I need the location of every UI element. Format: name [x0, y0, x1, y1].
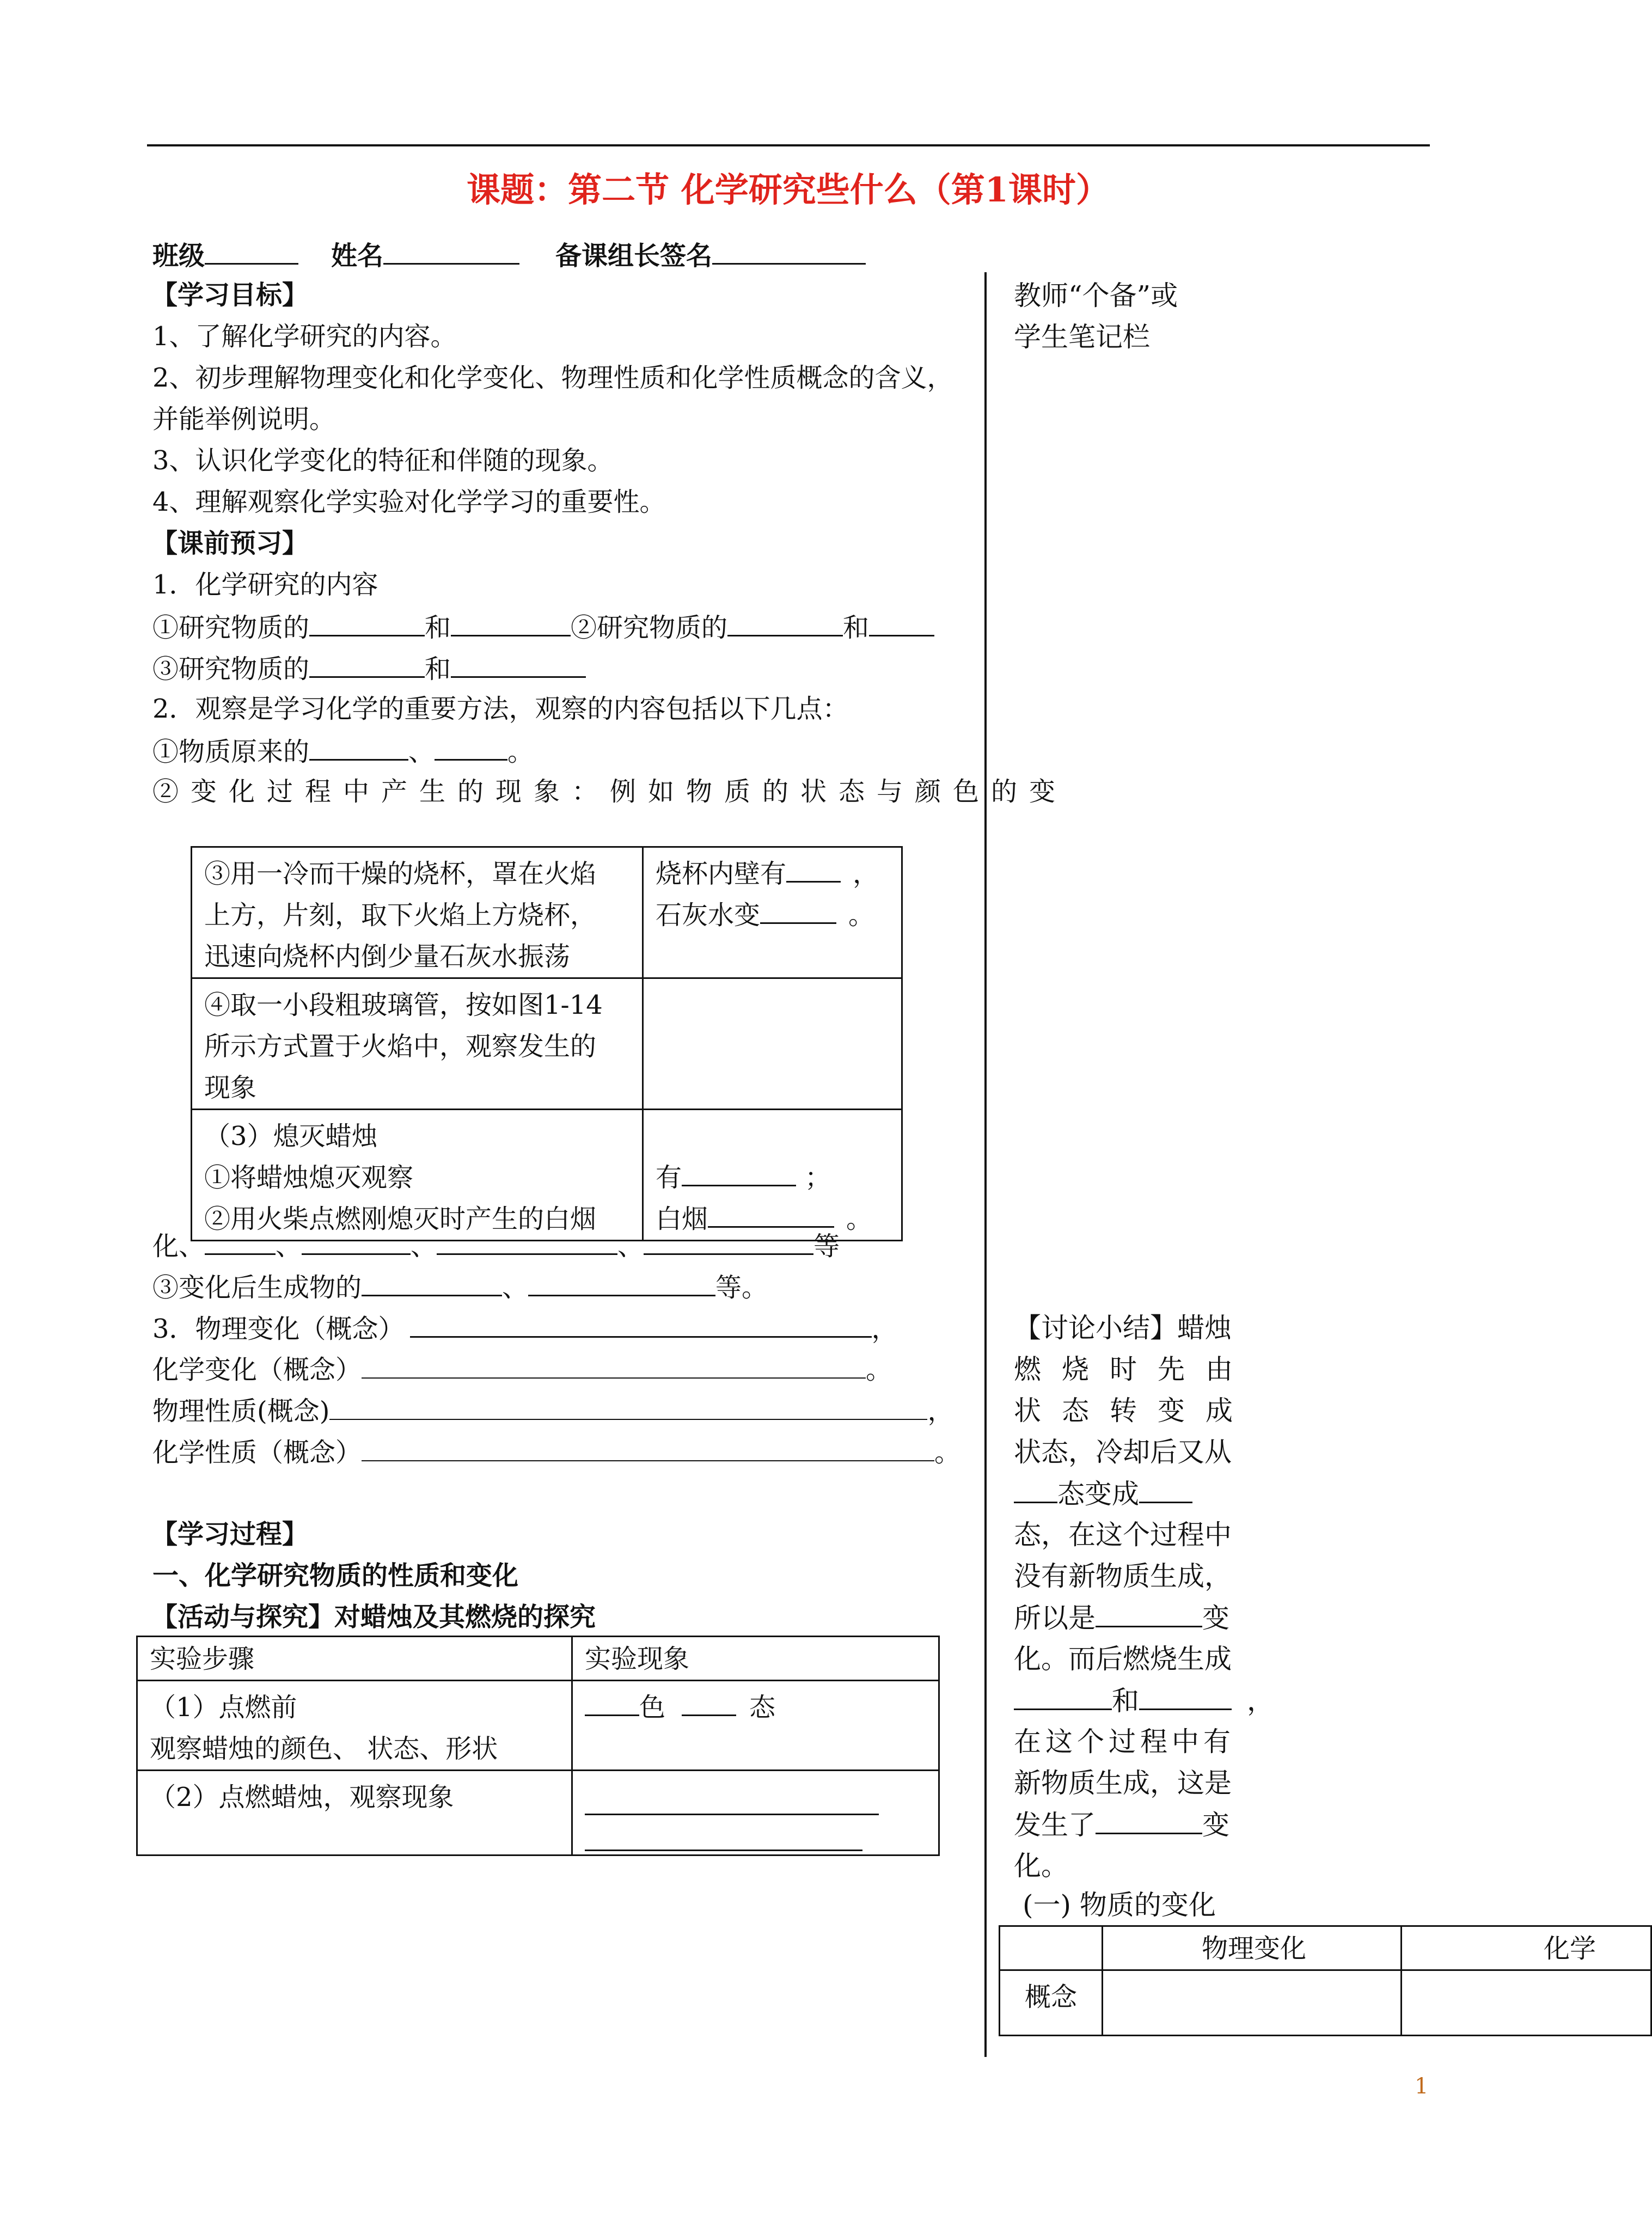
preview-q2-3: ③变化后生成物的 、 等。	[152, 1272, 768, 1303]
sidebar-note-1: 教师“个备”或	[1014, 280, 1178, 311]
blank[interactable]	[205, 1232, 276, 1255]
table-row	[137, 1681, 939, 1771]
preview-q3-d: 化学性质（概念） 。	[152, 1437, 961, 1468]
cell-line: ②用火柴点燃刚熄灭时产生的白烟	[204, 1204, 597, 1234]
cell-line: （1）点燃前	[150, 1692, 297, 1723]
preview-q3: 3．物理变化（概念） ，	[152, 1314, 898, 1344]
blank[interactable]	[362, 1438, 934, 1461]
blank[interactable]	[528, 1273, 715, 1296]
blank[interactable]	[585, 1828, 862, 1851]
preview-q3-b: 化学变化（概念） 。	[152, 1355, 892, 1385]
page-number: 1	[1415, 2074, 1429, 2099]
blank[interactable]	[727, 613, 843, 636]
preview-q1-line-a: ①研究物质的 和 ②研究物质的 和	[152, 613, 934, 641]
objective-item: 并能举例说明。	[152, 404, 336, 434]
cell-line: 色 态	[585, 1687, 931, 1728]
objective-item: 1、了解化学研究的内容。	[152, 321, 457, 352]
table-cell	[643, 978, 902, 1110]
blank[interactable]	[1139, 1687, 1232, 1710]
table-row	[1000, 1970, 1651, 2036]
table-row	[192, 847, 902, 978]
table-cell	[137, 1771, 572, 1856]
discussion-line: 状态转变成	[1014, 1395, 1253, 1426]
blank[interactable]	[302, 1232, 411, 1255]
table-row	[137, 1637, 939, 1681]
blank[interactable]	[682, 1693, 736, 1716]
cell-line: 有 ；	[656, 1162, 831, 1193]
blank[interactable]	[708, 1204, 834, 1228]
process-heading: 【学习过程】	[151, 1519, 309, 1550]
blank[interactable]	[435, 737, 507, 761]
blank[interactable]	[451, 613, 571, 636]
blank[interactable]	[362, 1273, 502, 1296]
table-row	[137, 1771, 939, 1856]
cell-line: ③用一冷而干燥的烧杯，罩在火焰	[204, 859, 597, 889]
blank[interactable]	[437, 1232, 617, 1255]
discussion-line: 没有新物质生成，	[1014, 1560, 1232, 1592]
table-cell	[643, 1110, 902, 1241]
cell-line: （2）点燃蜡烛，观察现象	[150, 1782, 454, 1812]
page-title: 课题：第二节 化学研究些什么（第1课时）	[467, 170, 1110, 210]
blank[interactable]	[1014, 1687, 1112, 1710]
discussion-line: 化。	[1014, 1850, 1068, 1882]
preview-q2-2: ②变化过程中产生的现象：例如物质的状态与颜色的变	[152, 776, 1068, 807]
blank[interactable]	[786, 859, 841, 883]
cell-line: 迅速向烧杯内倒少量石灰水振荡	[204, 941, 571, 972]
name-blank[interactable]	[383, 241, 519, 265]
change-table-wrapper	[999, 1925, 1596, 2040]
blank[interactable]	[410, 1314, 872, 1338]
preview-q1: 1．化学研究的内容	[152, 570, 378, 600]
objectives-heading: 【学习目标】	[151, 280, 309, 310]
blank[interactable]	[1139, 1480, 1192, 1503]
cell-line: 现象	[204, 1073, 257, 1103]
blank[interactable]	[1096, 1604, 1202, 1627]
blank[interactable]	[869, 613, 934, 636]
blank[interactable]	[585, 1693, 639, 1716]
discussion-line: 态变成	[1014, 1480, 1192, 1508]
preview-q2-1: ①物质原来的 、 。	[152, 737, 534, 767]
preview-q1-line-c: ③研究物质的 和	[152, 654, 586, 682]
blank[interactable]	[1014, 1480, 1057, 1503]
discussion-line: 发生了 变	[1014, 1809, 1229, 1841]
discussion-line: 态，在这个过程中	[1014, 1519, 1232, 1551]
blank[interactable]	[329, 1397, 927, 1420]
table-header: 物理变化	[1103, 1926, 1402, 1970]
preview-q3-c: 物理性质(概念) ，	[152, 1396, 954, 1426]
table-cell	[1402, 1970, 1651, 2036]
cell-line: 观察蜡烛的颜色、 状态、形状	[150, 1734, 498, 1764]
table-header: 实验步骤	[137, 1637, 572, 1681]
cell-line: 烧杯内壁有 ，	[656, 859, 879, 889]
table-row	[192, 978, 902, 1110]
class-blank[interactable]	[205, 241, 298, 265]
table-cell	[1000, 1926, 1103, 1970]
objective-item: 3、认识化学变化的特征和伴随的现象。	[152, 445, 614, 476]
preview-heading: 【课前预习】	[151, 528, 309, 559]
discussion-line: 【讨论小结】蜡烛	[1014, 1312, 1232, 1344]
table-row	[192, 1110, 902, 1241]
table-row	[1000, 1926, 1651, 1970]
cell-line: ①将蜡烛熄灭观察	[204, 1162, 414, 1193]
blank[interactable]	[362, 1356, 866, 1379]
blank[interactable]	[644, 1232, 813, 1255]
sign-blank[interactable]	[712, 241, 866, 265]
sign-label: 备课组长签名	[555, 241, 866, 269]
blank[interactable]	[451, 654, 586, 678]
table-cell	[192, 847, 643, 978]
preview-q2: 2．观察是学习化学的重要方法，观察的内容包括以下几点：	[152, 694, 849, 724]
table-cell	[1103, 1970, 1402, 2036]
discussion-line: 在这个过程中有	[1014, 1726, 1235, 1758]
table-row-label: 概念	[1000, 1970, 1103, 2036]
blank[interactable]	[760, 901, 836, 924]
cell-line: 白烟 。	[656, 1204, 873, 1234]
cell-line: （3）熄灭蜡烛	[204, 1121, 378, 1152]
blank[interactable]	[682, 1163, 796, 1186]
discussion-line: 新物质生成，这是	[1014, 1767, 1232, 1799]
cell-line: 上方，片刻，取下火焰上方烧杯，	[204, 900, 597, 930]
blank[interactable]	[309, 737, 408, 761]
table-cell	[572, 1771, 939, 1856]
column-divider	[984, 272, 987, 2057]
candle-observation-table	[136, 1636, 940, 1856]
blank[interactable]	[309, 613, 425, 636]
blank[interactable]	[585, 1792, 879, 1815]
table-cell	[572, 1681, 939, 1771]
table-cell	[643, 847, 902, 978]
change-table	[999, 1925, 1652, 2036]
table-cell	[192, 1110, 643, 1241]
discussion-line: 和 ，	[1014, 1687, 1274, 1714]
subheading: (一) 物质的变化	[1023, 1889, 1216, 1921]
discussion-line: 状态，冷却后又从	[1014, 1436, 1232, 1468]
preview-q2-2-cont: 化、 、 、 、 等	[152, 1231, 840, 1262]
discussion-line: 化。而后燃烧生成	[1014, 1643, 1232, 1675]
cell-line: ④取一小段粗玻璃管，按如图1-14	[204, 990, 603, 1020]
objective-item: 2、初步理解物理变化和化学变化、物理性质和化学性质概念的含义，	[152, 363, 953, 393]
table-header: 化学	[1402, 1926, 1651, 1970]
name-label: 姓名	[331, 241, 519, 269]
sidebar-note-2: 学生笔记栏	[1014, 321, 1150, 353]
table-header: 实验现象	[572, 1637, 939, 1681]
table-cell	[192, 978, 643, 1110]
class-label: 班级	[152, 241, 298, 269]
table-cell	[137, 1681, 572, 1771]
blank[interactable]	[1096, 1811, 1202, 1834]
discussion-line: 所以是 变	[1014, 1602, 1229, 1634]
cell-line: 所示方式置于火焰中，观察发生的	[204, 1031, 597, 1062]
activity-heading: 【活动与探究】对蜡烛及其燃烧的探究	[151, 1602, 596, 1632]
cell-line: 石灰水变 。	[656, 900, 875, 930]
section-heading: 一、化学研究物质的性质和变化	[152, 1560, 519, 1591]
blank[interactable]	[309, 654, 425, 678]
discussion-line: 燃烧时先由	[1014, 1354, 1253, 1385]
candle-experiment-table	[191, 846, 903, 1241]
objective-item: 4、理解观察化学实验对化学学习的重要性。	[152, 487, 666, 517]
top-rule	[147, 144, 1430, 146]
